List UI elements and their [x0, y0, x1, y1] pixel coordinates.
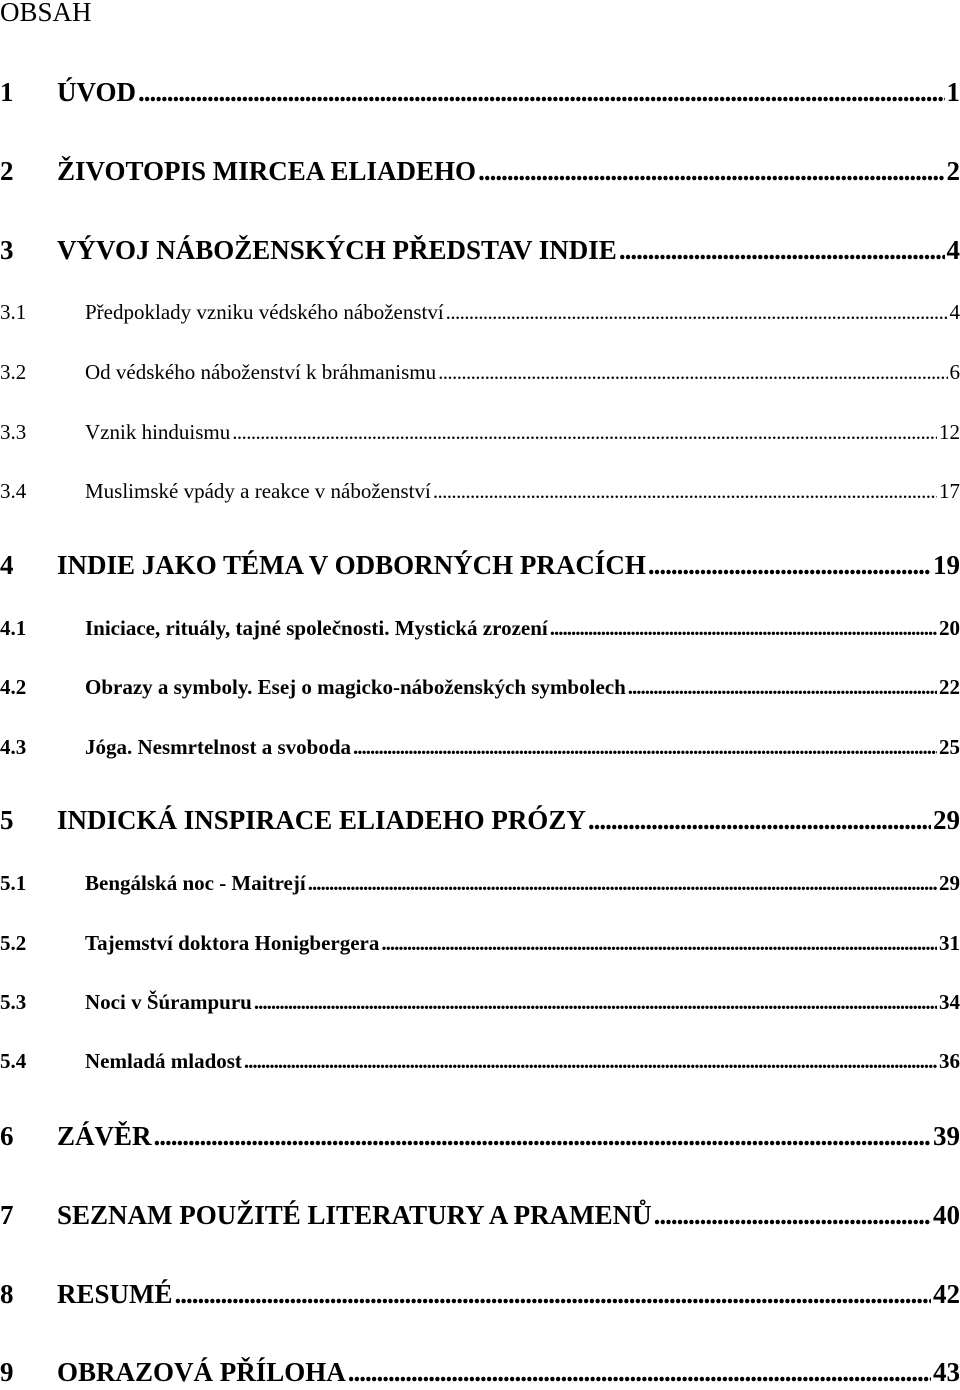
toc-page-number: 19	[931, 547, 960, 583]
toc-page-number: 36	[937, 1047, 960, 1075]
toc-entry-4[interactable]	[0, 547, 960, 583]
toc-title: ŽIVOTOPIS MIRCEA ELIADEHO	[57, 153, 476, 189]
toc-number: 5	[0, 802, 57, 838]
toc-entry-3-1[interactable]	[0, 298, 960, 326]
toc-number: 4.3	[0, 733, 85, 761]
toc-title: Iniciace, rituály, tajné společnosti. Mystická zrození	[85, 614, 548, 642]
toc-leader-dots	[548, 614, 937, 642]
toc-title: Obrazy a symboly. Esej o magicko-náboženských symbolech	[85, 673, 626, 701]
toc-title: Nemladá mladost	[85, 1047, 242, 1075]
toc-page-number: 39	[931, 1118, 960, 1154]
toc-entry-7[interactable]	[0, 1197, 960, 1233]
toc-title: VÝVOJ NÁBOŽENSKÝCH PŘEDSTAV INDIE	[57, 232, 617, 268]
toc-page-number: 4	[948, 298, 960, 326]
toc-title: Tajemství doktora Honigbergera	[85, 929, 379, 957]
toc-leader-dots	[444, 298, 948, 326]
toc-leader-dots	[379, 929, 937, 957]
toc-page-number: 34	[937, 988, 960, 1016]
toc-number: 9	[0, 1354, 57, 1390]
toc-leader-dots	[230, 418, 937, 446]
toc-page-number: 1	[945, 74, 960, 110]
toc-page-number: 6	[948, 358, 960, 386]
toc-entry-1[interactable]	[0, 74, 960, 110]
toc-number: 3	[0, 232, 57, 268]
toc-leader-dots	[346, 1354, 931, 1390]
toc-leader-dots	[152, 1118, 931, 1154]
toc-number: 7	[0, 1197, 57, 1233]
toc-entry-3-4[interactable]	[0, 477, 960, 505]
toc-leader-dots	[626, 673, 937, 701]
toc-page-number: 22	[937, 673, 960, 701]
toc-number: 5.3	[0, 988, 85, 1016]
toc-number: 4.1	[0, 614, 85, 642]
toc-page-number: 2	[945, 153, 960, 189]
toc-leader-dots	[242, 1047, 937, 1075]
toc-entry-5-2[interactable]	[0, 929, 960, 957]
toc-number: 5.1	[0, 869, 85, 897]
toc-leader-dots	[646, 547, 931, 583]
toc-leader-dots	[476, 153, 944, 189]
toc-number: 3.3	[0, 418, 85, 446]
toc-number: 6	[0, 1118, 57, 1154]
toc-title: INDIE JAKO TÉMA V ODBORNÝCH PRACÍCH	[57, 547, 646, 583]
toc-leader-dots	[136, 74, 945, 110]
toc-title: Muslimské vpády a reakce v náboženství	[85, 477, 431, 505]
toc-entry-4-1[interactable]	[0, 614, 960, 642]
toc-number: 3.4	[0, 477, 85, 505]
toc-number: 4	[0, 547, 57, 583]
toc-page-number: 40	[931, 1197, 960, 1233]
toc-entry-3[interactable]	[0, 232, 960, 268]
toc-leader-dots	[586, 802, 931, 838]
toc-title: Noci v Šúrampuru	[85, 988, 252, 1016]
toc-entry-5-1[interactable]	[0, 869, 960, 897]
toc-title: Jóga. Nesmrtelnost a svoboda	[85, 733, 351, 761]
toc-entry-6[interactable]	[0, 1118, 960, 1154]
toc-title: Od védského náboženství k bráhmanismu	[85, 358, 436, 386]
toc-leader-dots	[351, 733, 937, 761]
toc-leader-dots	[617, 232, 945, 268]
toc-leader-dots	[306, 869, 937, 897]
toc-entry-5[interactable]	[0, 802, 960, 838]
toc-number: 3.1	[0, 298, 85, 326]
toc-leader-dots	[252, 988, 937, 1016]
toc-entry-5-3[interactable]	[0, 988, 960, 1016]
toc-number: 2	[0, 153, 57, 189]
toc-page-number: 4	[945, 232, 960, 268]
toc-page-number: 31	[937, 929, 960, 957]
toc-title: RESUMÉ	[57, 1276, 173, 1312]
toc-entry-4-2[interactable]	[0, 673, 960, 701]
toc-title: Vznik hinduismu	[85, 418, 230, 446]
toc-title: INDICKÁ INSPIRACE ELIADEHO PRÓZY	[57, 802, 586, 838]
toc-leader-dots	[436, 358, 947, 386]
toc-page-number: 42	[931, 1276, 960, 1312]
toc-title: Bengálská noc - Maitrejí	[85, 869, 306, 897]
toc-title: OBRAZOVÁ PŘÍLOHA	[57, 1354, 346, 1390]
toc-page-number: 20	[937, 614, 960, 642]
toc-title: SEZNAM POUŽITÉ LITERATURY A PRAMENŮ	[57, 1197, 652, 1233]
toc-leader-dots	[173, 1276, 931, 1312]
toc-entry-8[interactable]	[0, 1276, 960, 1312]
toc-entry-5-4[interactable]	[0, 1047, 960, 1075]
toc-entry-2[interactable]	[0, 153, 960, 189]
toc-entry-3-3[interactable]	[0, 418, 960, 446]
toc-entry-3-2[interactable]	[0, 358, 960, 386]
toc-number: 8	[0, 1276, 57, 1312]
toc-number: 5.2	[0, 929, 85, 957]
toc-page-number: 25	[937, 733, 960, 761]
toc-page-number: 29	[937, 869, 960, 897]
toc-page-number: 12	[937, 418, 960, 446]
toc-entry-9[interactable]	[0, 1354, 960, 1390]
toc-title: ZÁVĚR	[57, 1118, 152, 1154]
toc-number: 1	[0, 74, 57, 110]
toc-title: Předpoklady vzniku védského náboženství	[85, 298, 444, 326]
toc-number: 4.2	[0, 673, 85, 701]
toc-page-number: 17	[937, 477, 960, 505]
toc-leader-dots	[652, 1197, 931, 1233]
toc-number: 5.4	[0, 1047, 85, 1075]
toc-leader-dots	[431, 477, 937, 505]
toc-entry-4-3[interactable]	[0, 733, 960, 761]
toc-number: 3.2	[0, 358, 85, 386]
page-title: OBSAH	[0, 0, 92, 30]
toc-page-number: 29	[931, 802, 960, 838]
toc-page-number: 43	[931, 1354, 960, 1390]
toc-title: ÚVOD	[57, 74, 136, 110]
